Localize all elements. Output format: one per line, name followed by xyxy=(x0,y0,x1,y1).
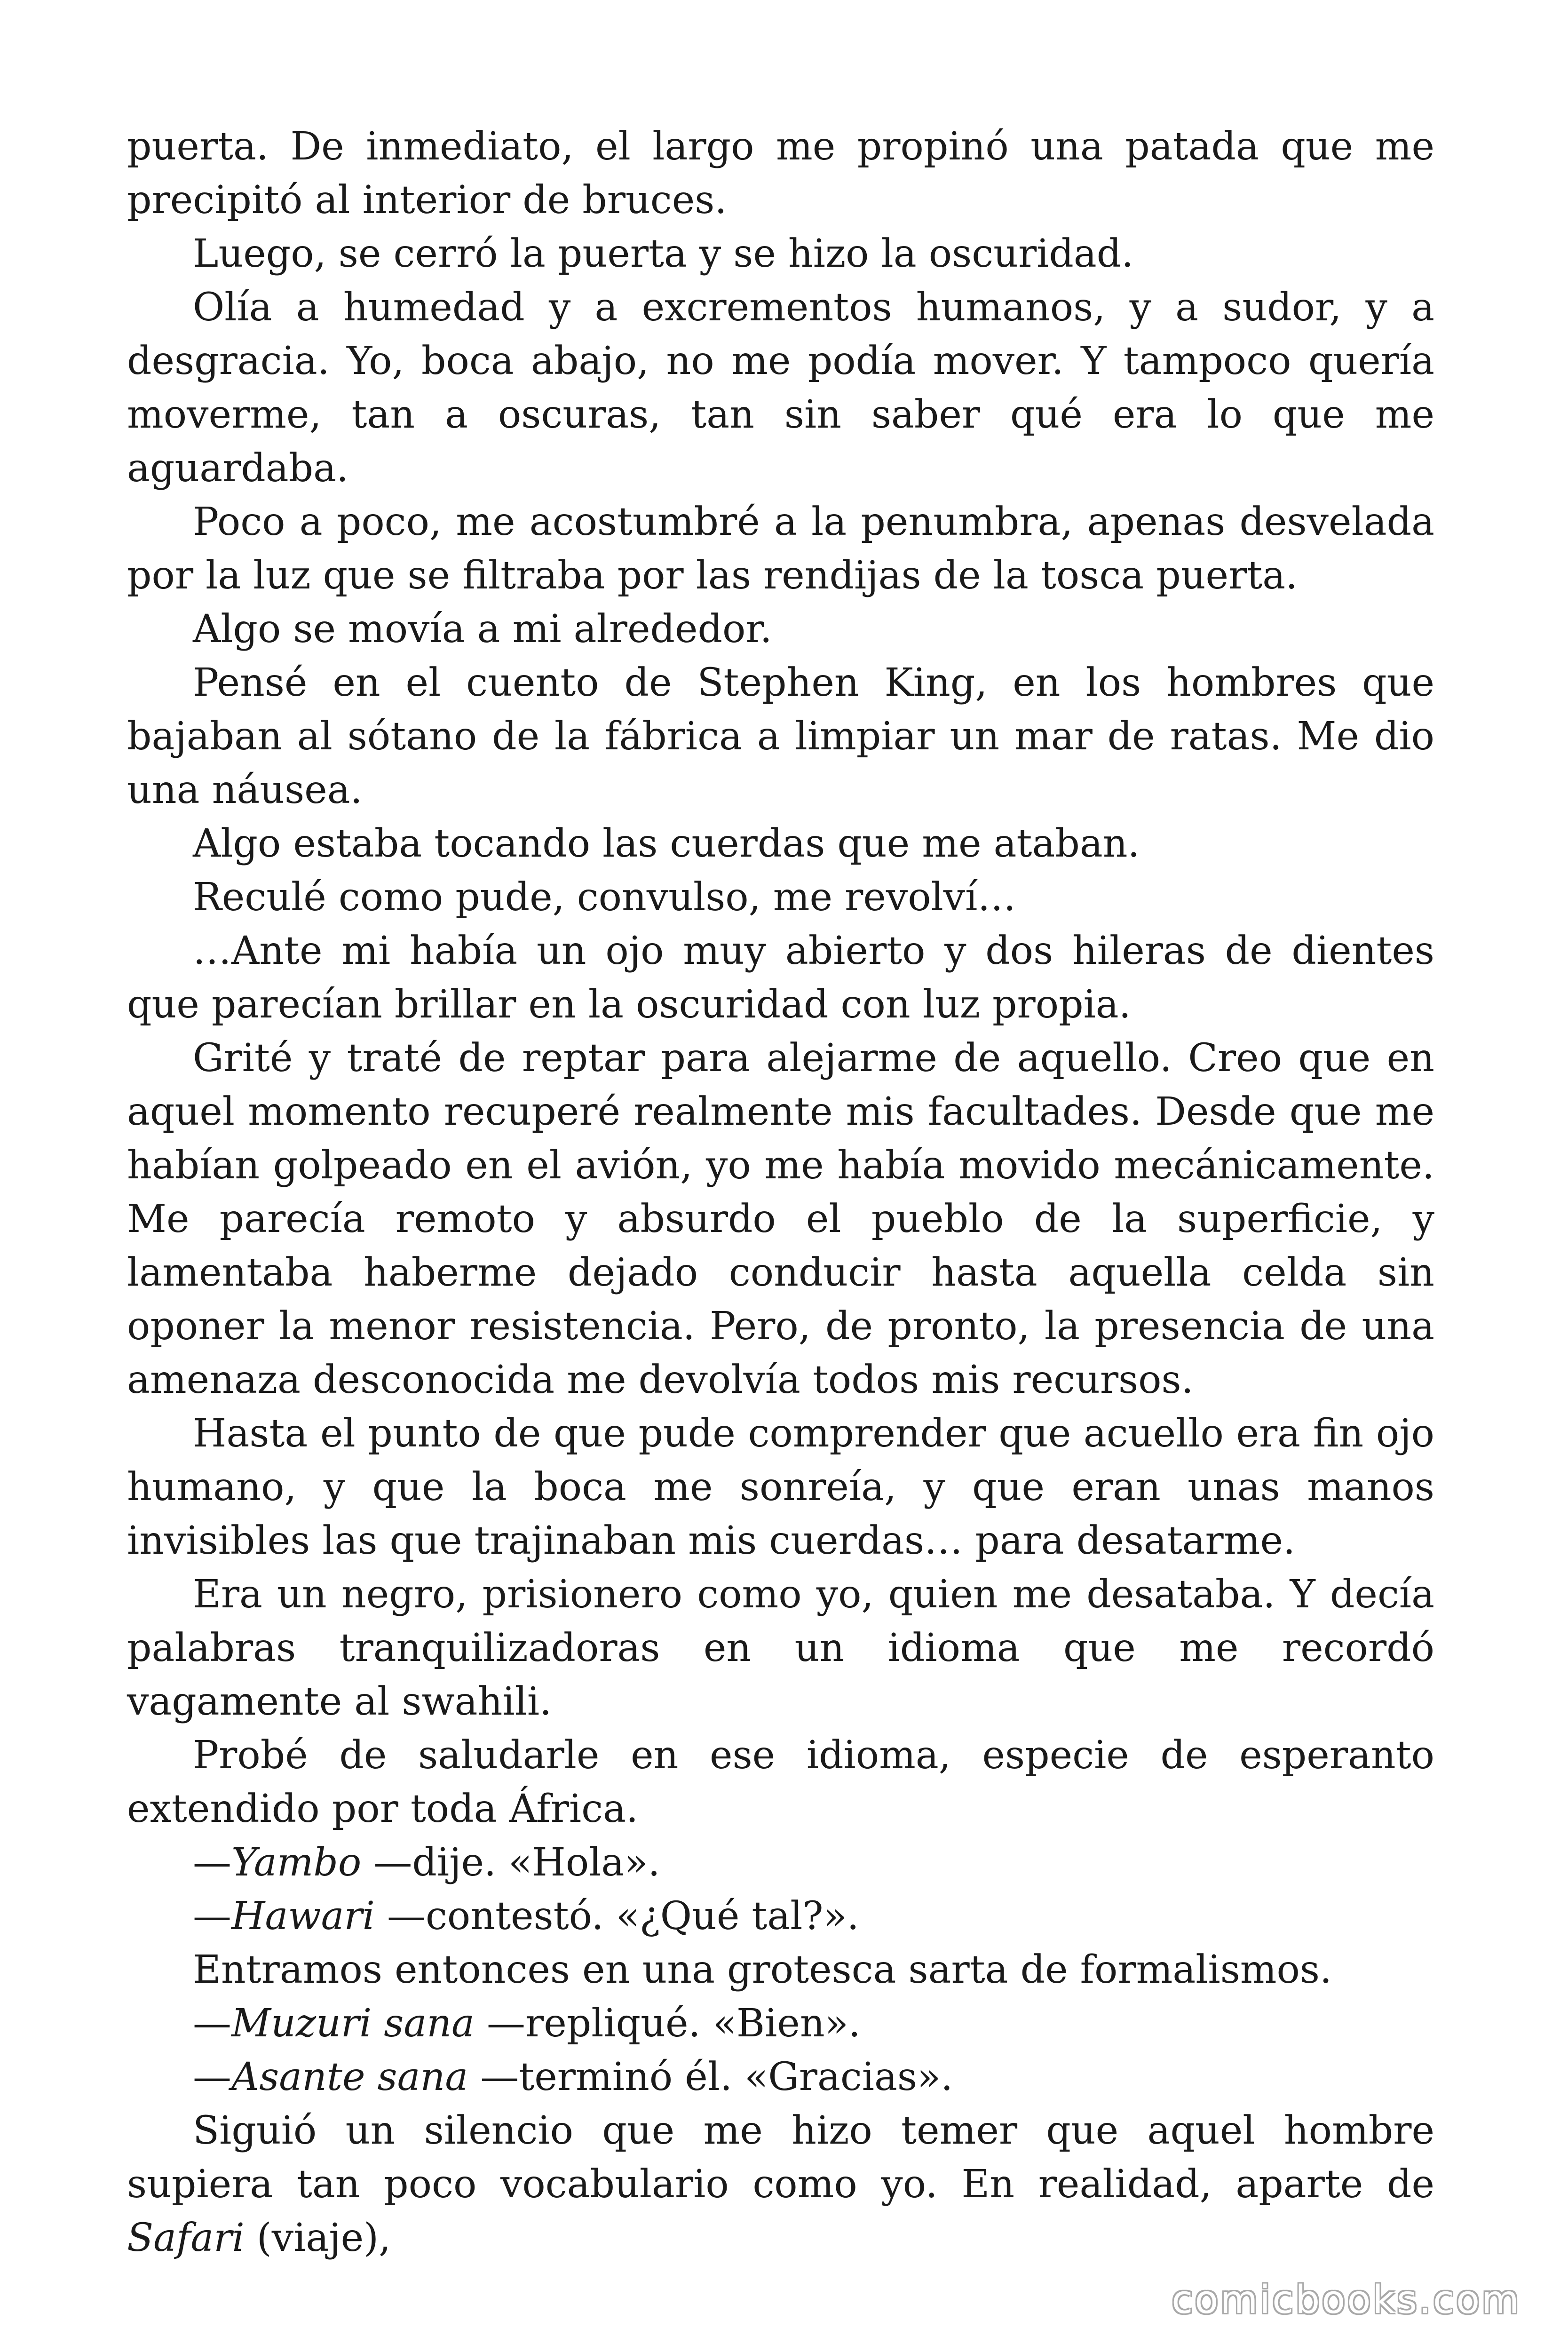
page-text xyxy=(127,120,1434,2265)
paragraph: Reculé como pude, convulso, me revolví… xyxy=(193,875,1016,920)
final-text-italic: Safari xyxy=(127,2216,245,2260)
paragraph xyxy=(127,2104,1434,2265)
paragraph: Luego, se cerró la puerta y se hizo la oscuridad. xyxy=(193,231,1134,276)
paragraph: Entramos entonces en una grotesca sarta de formalismos. xyxy=(193,1947,1332,1992)
dialogue-rest: —dije. «Hola». xyxy=(361,1840,660,1885)
final-text-before: Siguió un silencio que me hizo temer que aquel hombre supiera tan poco vocabulario como yo. En realidad, aparte de xyxy=(127,2108,1434,2207)
paragraph: puerta. De inmediato, el largo me propinó una patada que me precipitó al interior de bruces. xyxy=(127,124,1434,222)
dialogue-line xyxy=(127,1890,1434,1943)
dialogue-word: Asante sana xyxy=(231,2055,468,2099)
dialogue-line xyxy=(127,1997,1434,2050)
paragraph: Algo se movía a mi alrededor. xyxy=(193,607,772,652)
dialogue-dash: — xyxy=(193,1894,231,1939)
watermark-logo: comicbooks.com xyxy=(1172,2278,1521,2322)
paragraph: Algo estaba tocando las cuerdas que me ataban. xyxy=(193,821,1140,866)
paragraph: …Ante mi había un ojo muy abierto y dos hileras de dientes que parecían brillar en la oscuridad con luz propia. xyxy=(127,929,1434,1027)
dialogue-dash: — xyxy=(193,2001,231,2046)
dialogue-word: Muzuri sana xyxy=(231,2001,475,2046)
final-text-after: (viaje), xyxy=(244,2216,391,2260)
paragraph: Grité y traté de reptar para alejarme de aquello. Creo que en aquel momento recuperé realmente mis facultades. Desde que me habían golpeado en el avión, yo me había movido mecánicamente. Me parecía remoto y absurdo el pueblo de la superficie, y lamentaba haberme dejado conducir hasta aquella celda sin oponer la menor resistencia. Pero, de pronto, la presencia de una amenaza desconocida me devolvía todos mis recursos. xyxy=(127,1036,1434,1402)
dialogue-rest: —repliqué. «Bien». xyxy=(474,2001,861,2046)
dialogue-dash: — xyxy=(193,1840,231,1885)
paragraph: Era un negro, prisionero como yo, quien me desataba. Y decía palabras tranquilizadoras en un idioma que me recordó vagamente al swahili. xyxy=(127,1572,1434,1724)
paragraph: Hasta el punto de que pude comprender que acuello era fin ojo humano, y que la boca me sonreía, y que eran unas manos invisibles las que trajinaban mis cuerdas… para desatarme. xyxy=(127,1411,1434,1563)
dialogue-word: Hawari xyxy=(231,1894,375,1939)
dialogue-line xyxy=(127,2050,1434,2104)
dialogue-line xyxy=(127,1836,1434,1890)
paragraph: Probé de saludarle en ese idioma, especie de esperanto extendido por toda África. xyxy=(127,1733,1434,1831)
dialogue-dash: — xyxy=(193,2055,231,2099)
paragraph: Pensé en el cuento de Stephen King, en los hombres que bajaban al sótano de la fábrica a limpiar un mar de ratas. Me dio una náusea. xyxy=(127,660,1434,812)
dialogue-rest: —contestó. «¿Qué tal?». xyxy=(374,1894,859,1939)
paragraph: Poco a poco, me acostumbré a la penumbra, apenas desvelada por la luz que se filtraba por las rendijas de la tosca puerta. xyxy=(127,500,1434,598)
dialogue-word: Yambo xyxy=(231,1840,362,1885)
dialogue-rest: —terminó él. «Gracias». xyxy=(468,2055,953,2099)
paragraph: Olía a humedad y a excrementos humanos, y a sudor, y a desgracia. Yo, boca abajo, no me podía mover. Y tampoco quería moverme, tan a oscuras, tan sin saber qué era lo que me aguardaba. xyxy=(127,285,1434,491)
